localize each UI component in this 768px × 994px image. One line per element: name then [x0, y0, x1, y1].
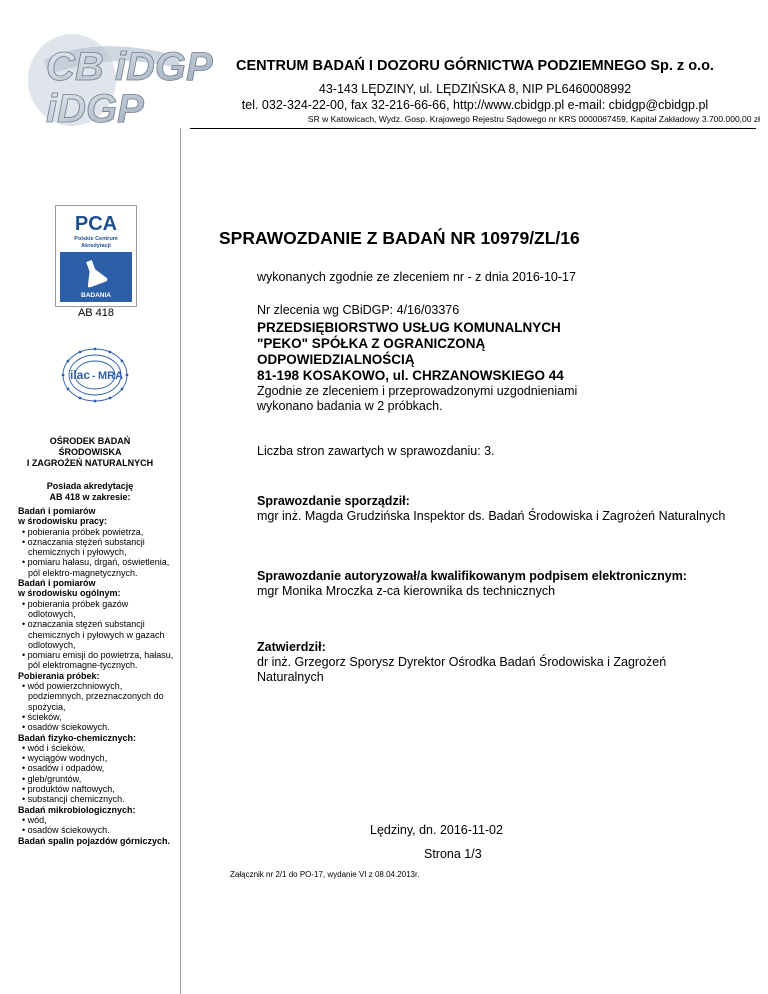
prepared-by: mgr inż. Magda Grudzińska Inspektor ds. Badań Środowiska i Zagrożeń Naturalnych	[257, 509, 726, 523]
scope-heading: w środowisku pracy:	[18, 516, 108, 527]
cbidgp-logo	[24, 30, 213, 131]
logo-text-cb: CB iDGP	[46, 45, 213, 89]
pca-code: AB 418	[77, 307, 115, 319]
report-title: SPRAWOZDANIE Z BADAŃ NR 10979/ZL/16	[219, 228, 580, 248]
svg-text:iDGP: iDGP	[46, 87, 144, 131]
company-name: CENTRUM BADAŃ I DOZORU GÓRNICTWA PODZIEMNEGO Sp. z o.o.	[236, 58, 714, 74]
company-address: 43-143 LĘDZINY, ul. LĘDZIŃSKA 8, NIP PL6460008992	[318, 82, 632, 96]
order-number: Nr zlecenia wg CBiDGP: 4/16/03376	[257, 303, 460, 317]
page-number: Strona 1/3	[424, 847, 482, 861]
lab-name-line: OŚRODEK BADAŃ	[49, 436, 131, 446]
accreditation-line: AB 418 w zakresie:	[49, 492, 131, 502]
pca-accreditation-logo	[55, 205, 137, 307]
scope-item: • oznaczania stężeń substancji chemicznych i pyłowych w gazach odlotowych,	[22, 619, 165, 650]
scope-item: • pobierania próbek gazów odlotowych,	[22, 598, 129, 619]
place-date: Lędziny, dn. 2016-11-02	[370, 823, 503, 837]
annex-note: Załącznik nr 2/1 do PO-17, wydanie VI z 08.04.2013r.	[230, 870, 420, 879]
scope-item: • wyciągów wodnych,	[22, 753, 108, 764]
scope-item: • osadów ściekowych.	[22, 825, 110, 836]
accreditation-scope	[18, 506, 178, 846]
pca-name2: Akredytacji	[81, 243, 111, 249]
lab-name-line: I ZAGROŻEŃ NATURALNYCH	[26, 458, 154, 468]
approved-label: Zatwierdził:	[257, 640, 326, 654]
agreement-text	[257, 384, 577, 414]
company-registry: SR w Katowicach, Wydz. Gosp. Krajowego Rejestru Sądowego nr KRS 0000067459, Kapitał Zakładowy 3.700.000,00 zł	[307, 114, 760, 124]
client-line: ODPOWIEDZIALNOŚCIĄ	[257, 352, 415, 367]
pca-label: BADANIA	[81, 292, 111, 299]
pca-name1: Polskie Centrum	[74, 236, 118, 242]
scope-heading: Badań fizyko-chemicznych:	[18, 732, 137, 743]
scope-heading: Badań i pomiarów	[18, 506, 96, 516]
scope-item: • oznaczania stężeń substancji chemicznych i pyłowych,	[22, 536, 145, 558]
scope-heading: Pobierania próbek:	[18, 670, 100, 681]
lab-name-line: ŚRODOWISKA	[58, 447, 122, 457]
scope-item: • gleb/gruntów,	[22, 773, 82, 784]
scope-item: • wód,	[22, 814, 47, 825]
column-divider	[180, 128, 181, 994]
agreement-line: wykonano badania w 2 próbkach.	[257, 399, 443, 413]
scope-item: • pomiaru emisji do powietrza, hałasu, pól elektromagne-tycznych.	[22, 650, 174, 671]
agreement-line: Zgodnie ze zleceniem i przeprowadzonymi uzgodnieniami	[257, 384, 578, 398]
commission-info: wykonanych zgodnie ze zleceniem nr - z dnia 2016-10-17	[257, 270, 576, 284]
scope-item: • wód i ścieków,	[22, 742, 86, 753]
scope-item: • ścieków,	[22, 711, 62, 722]
client-line: "PEKO" SPÓŁKA Z OGRANICZONĄ	[257, 336, 486, 351]
client-line: PRZEDSIĘBIORSTWO USŁUG KOMUNALNYCH	[257, 320, 561, 335]
mra-text: MRA	[98, 370, 124, 382]
authorized-by: mgr Monika Mroczka z-ca kierownika ds technicznych	[257, 584, 556, 598]
scope-item: • produktów naftowych,	[22, 784, 115, 795]
header-divider	[190, 128, 756, 129]
ilac-mra-logo	[50, 345, 140, 405]
scope-item: • substancji chemicznych.	[22, 794, 125, 805]
client-block	[257, 320, 564, 384]
scope-heading: Badań i pomiarów	[18, 578, 96, 589]
pca-abbr: PCA	[74, 213, 118, 235]
scope-heading: Badań mikrobiologicznych:	[18, 804, 136, 815]
accreditation-line: Posiada akredytację	[46, 481, 134, 491]
ilac-text: ilac	[69, 368, 90, 382]
approved-block	[257, 640, 727, 685]
client-line: 81-198 KOSAKOWO, ul. CHRZANOWSKIEGO 44	[257, 368, 564, 383]
prepared-label: Sprawozdanie sporządził:	[257, 494, 410, 508]
svg-text:-: -	[92, 371, 96, 382]
authorized-label: Sprawozdanie autoryzował/a kwalifikowanym podpisem elektronicznym:	[257, 569, 687, 583]
approved-by: dr inż. Grzegorz Sporysz Dyrektor Ośrodka Badań Środowiska i Zagrożeń Naturalnych	[257, 655, 667, 684]
scope-item: • wód powierzchniowych, podziemnych, przeznaczonych do spożycia,	[22, 681, 164, 712]
scope-item: • pobierania próbek powietrza,	[22, 526, 144, 537]
page-count: Liczba stron zawartych w sprawozdaniu: 3.	[257, 444, 495, 458]
prepared-block	[257, 494, 727, 524]
scope-heading: Badań spalin pojazdów górniczych.	[18, 835, 171, 846]
authorized-block	[257, 569, 727, 599]
accreditation-heading	[10, 481, 170, 503]
scope-item: • osadów i odpadów,	[22, 763, 105, 774]
lab-name	[10, 436, 170, 469]
scope-heading: w środowisku ogólnym:	[18, 588, 121, 599]
scope-item: • pomiaru hałasu, drgań, oświetlenia, pól elektro-magnetycznych.	[22, 557, 170, 578]
company-contact: tel. 032-324-22-00, fax 32-216-66-66, http://www.cbidgp.pl e-mail: cbidgp@cbidgp.pl	[241, 98, 709, 112]
scope-item: • osadów ściekowych.	[22, 722, 110, 733]
